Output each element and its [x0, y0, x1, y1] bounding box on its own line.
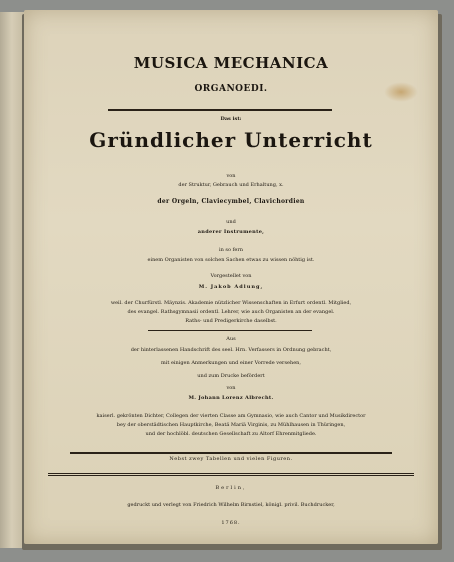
year-line: 1768. — [221, 520, 241, 526]
main-title: Gründlicher Unterricht — [89, 128, 373, 152]
city-line: Berlin, — [215, 485, 247, 491]
title-line-2: ORGANOEDI. — [194, 84, 268, 94]
aus-line: Aus — [226, 336, 236, 342]
von-line-2: von — [226, 385, 236, 391]
editor-desc-2: bey der oberstädtischen Hauptkirche, Beatä Mariä Virginis, zu Mühlhausen in Thüringen, — [116, 422, 346, 428]
subject-line-2: der Orgeln, Claviecymbel, Clavichordien — [157, 198, 305, 205]
subject-line-1: der Struktur, Gebrauch und Erhaltung, x. — [178, 182, 284, 188]
author-name: M. Jakob Adlung, — [198, 284, 264, 290]
source-line-2: mit einigen Anmerkungen und einer Vorrede versehen, — [161, 360, 301, 366]
editor-desc-1: kaiserl. gekrönten Dichter, Collegen der vierten Classe am Gymnasio, wie auch Cantor und Musikdirector — [96, 413, 366, 419]
author-desc-3: Raths- und Predigerkirche daselbst. — [185, 318, 277, 324]
rule-1 — [108, 109, 332, 111]
subject-line-4: einem Organisten von solchen Sachen etwas zu wissen nöhtig ist. — [147, 257, 315, 263]
und-line: und — [226, 219, 236, 225]
rule-2 — [148, 330, 312, 331]
editor-desc-3: und der hochlöbl. deutschen Gesellschaft zu Altorf Ehrenmitgliede. — [145, 431, 317, 437]
das-ist-line: Das ist: — [220, 116, 242, 122]
tables-line: Nebst zwey Tabellen und vielen Figuren. — [169, 456, 293, 462]
vorgestellet-line: Vorgestellet von — [210, 273, 252, 279]
in-so-fern-line: in so fern — [219, 247, 243, 253]
rule-3 — [70, 452, 392, 454]
title-page — [24, 10, 438, 544]
source-line-1: der hinterlassenen Handschrift des seel. Hrn. Verfassers in Ordnung gebracht, — [130, 347, 332, 353]
printer-line: gedruckt und verlegt von Friedrich Wilhelm Birnstiel, königl. privil. Buchdrucker, — [127, 502, 335, 508]
author-desc-2: des evangel. Rathsgymnasii ordentl. Lehrer, wie auch Organisten an der evangel. — [127, 309, 335, 315]
author-desc-1: weil. der Churfürstl. Mäynzis. Akademie nützlicher Wissenschaften in Erfurt ordentl. Mitglied, — [110, 300, 352, 306]
title-line-1: MUSICA MECHANICA — [133, 54, 329, 72]
double-rule — [48, 473, 414, 476]
von-line-1: von — [226, 173, 236, 179]
editor-name: M. Johann Lorenz Albrecht. — [188, 395, 274, 401]
source-line-3: und zum Drucke befördert — [197, 373, 265, 379]
subject-line-3: anderer Instrumente, — [197, 229, 265, 235]
